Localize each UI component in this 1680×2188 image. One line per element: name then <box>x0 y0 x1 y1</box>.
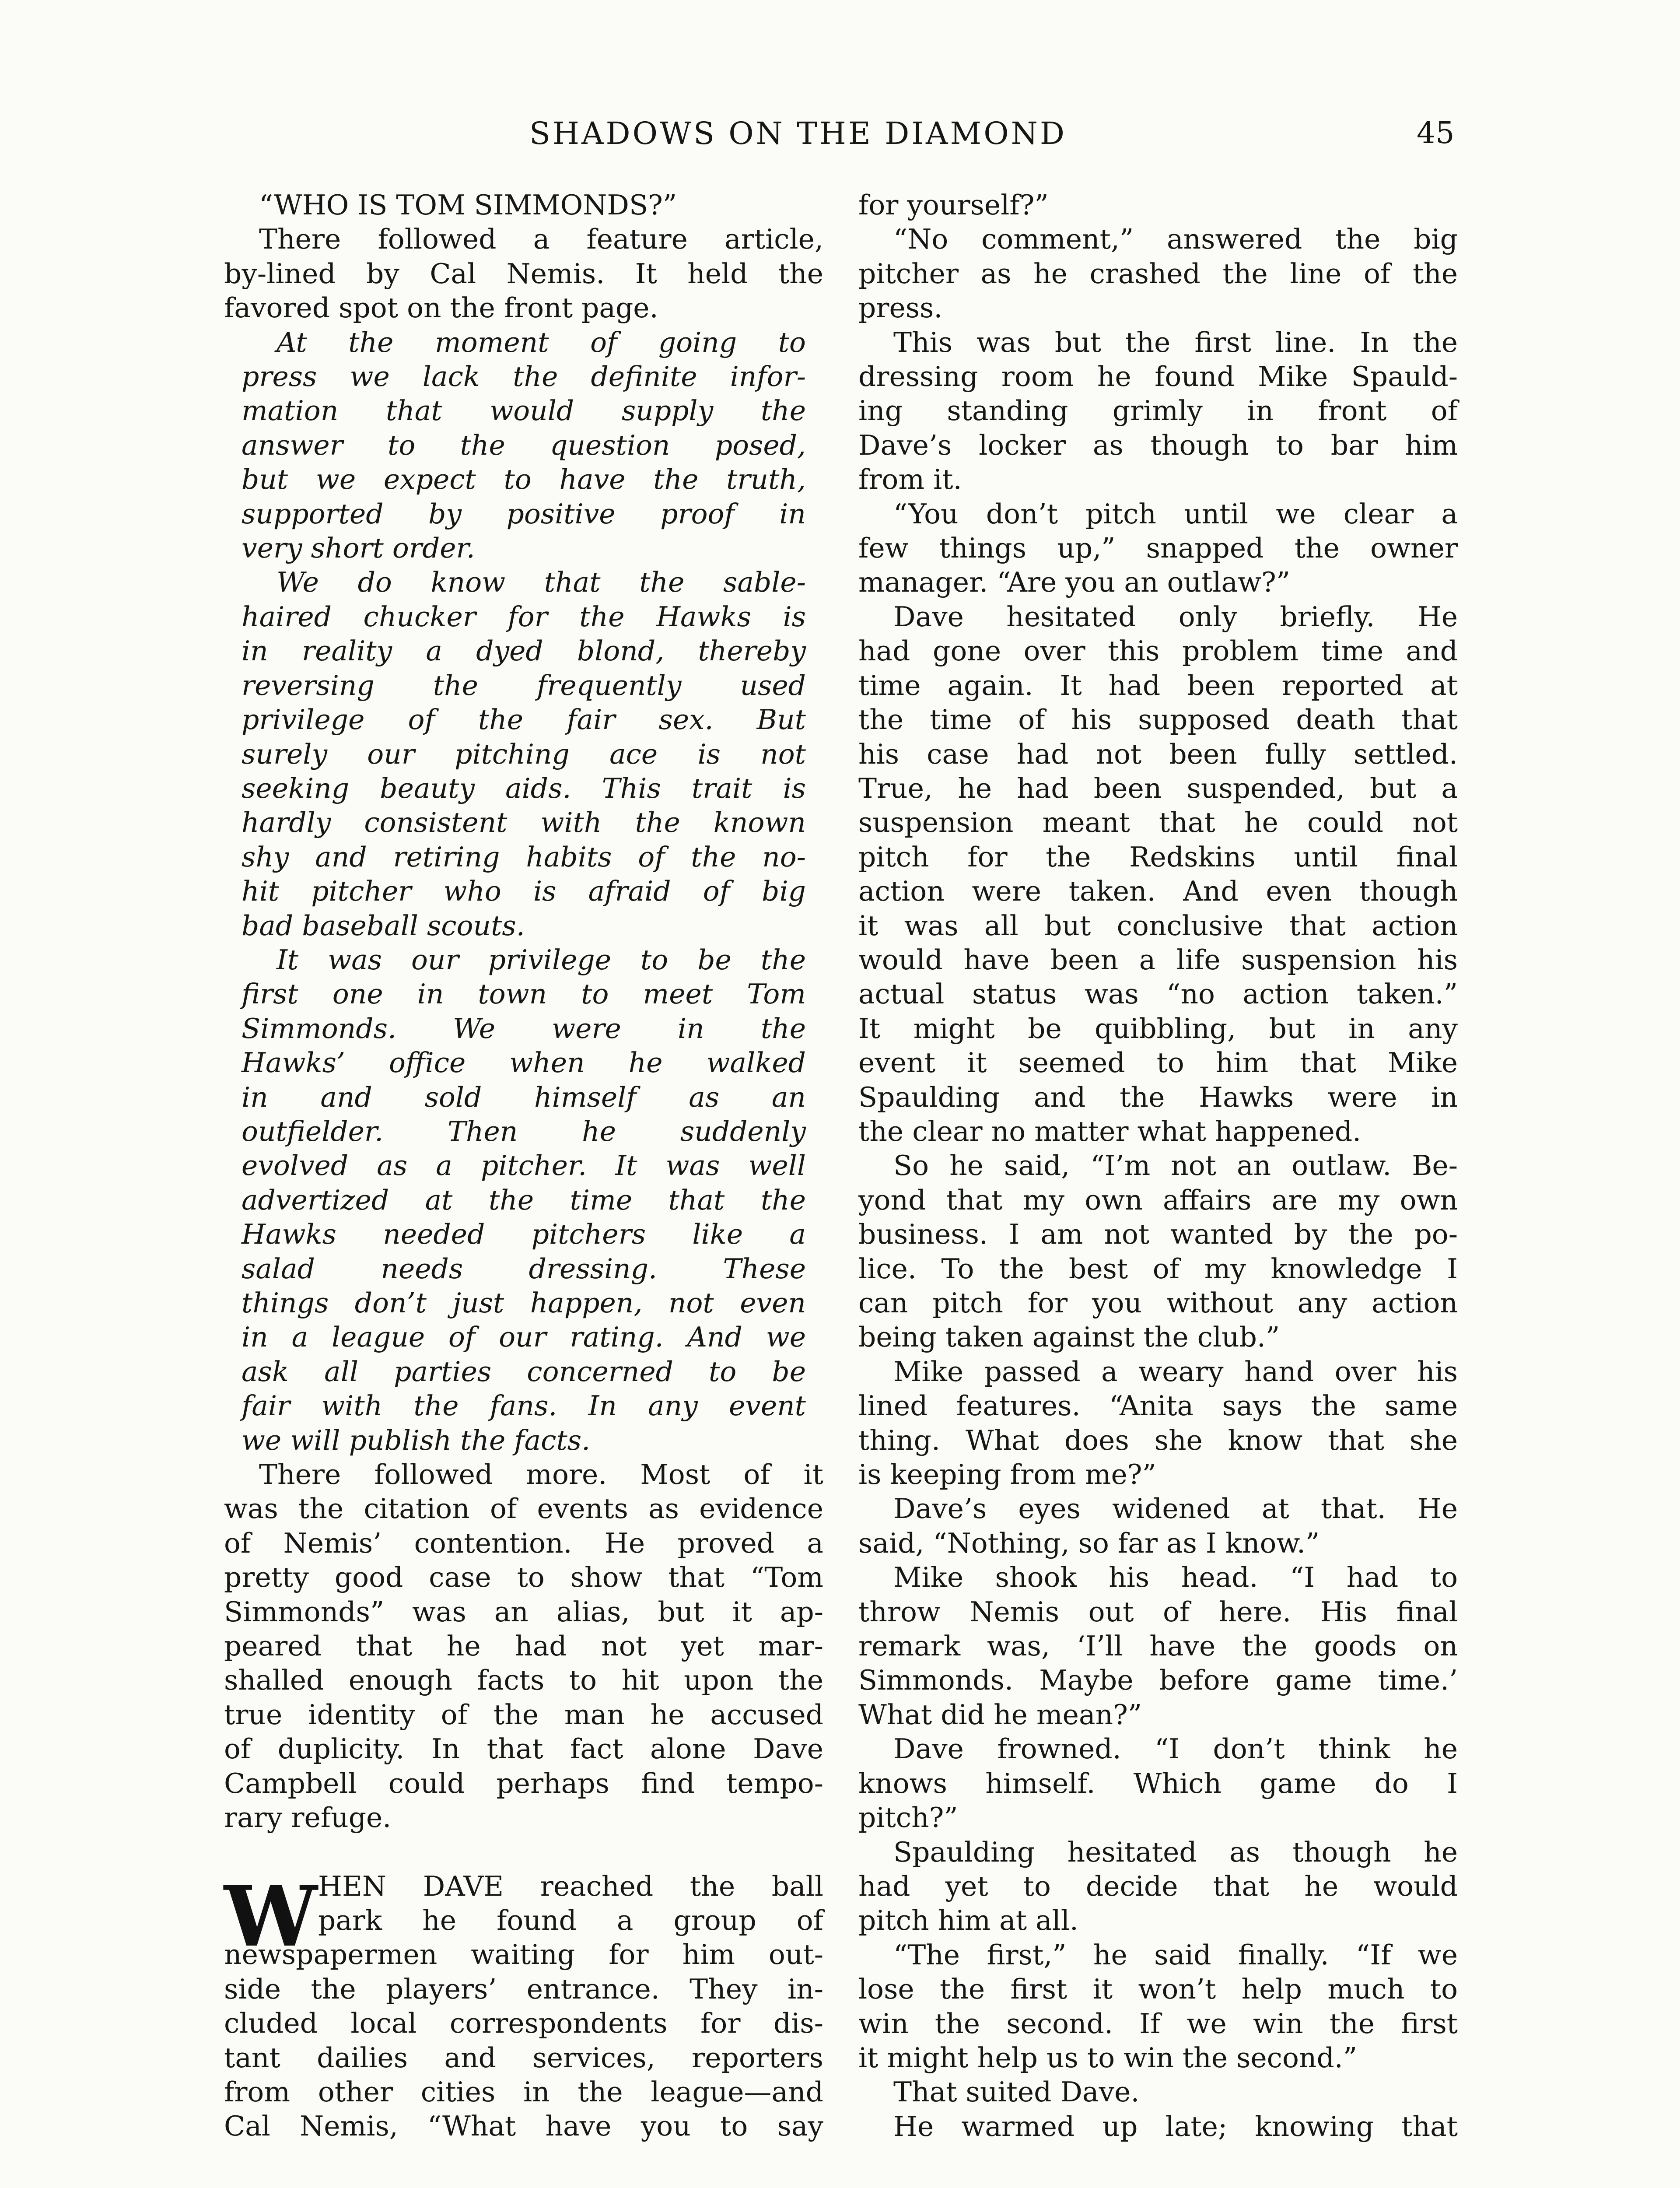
left-column-text <box>224 222 823 2143</box>
right-column-text <box>858 188 1458 2144</box>
text-line: peared that he had not yet mar- <box>224 1630 823 1662</box>
text-line: Hawks’ office when he walked <box>242 1047 806 1079</box>
text-line: HEN DAVE reached the ball <box>318 1870 823 1902</box>
text-line: ing standing grimly in front of <box>858 395 1458 427</box>
text-line: the clear no matter what happened. <box>858 1115 1362 1147</box>
text-line: for yourself?” <box>858 189 1049 221</box>
text-line: That suited Dave. <box>893 2076 1140 2108</box>
text-line: We do know that the sable- <box>276 566 806 599</box>
text-line: things don’t just happen, not even <box>242 1287 806 1319</box>
text-line: pretty good case to show that “Tom <box>224 1561 823 1594</box>
text-line: Mike shook his head. “I had to <box>893 1561 1458 1594</box>
text-line: He warmed up late; knowing that <box>893 2110 1458 2142</box>
article-headline: “WHO IS TOM SIMMONDS?” <box>259 189 677 221</box>
text-line: said, “Nothing, so far as I know.” <box>858 1527 1320 1559</box>
text-line: it was all but conclusive that action <box>858 909 1458 942</box>
text-line: ask all parties concerned to be <box>242 1355 806 1388</box>
text-line: but we expect to have the truth, <box>242 463 806 496</box>
text-line: Simmonds” was an alias, but it ap- <box>224 1595 823 1628</box>
text-line: True, he had been suspended, but a <box>858 772 1458 804</box>
text-line: Dave hesitated only briefly. He <box>893 600 1458 633</box>
text-line: can pitch for you without any action <box>858 1287 1458 1319</box>
text-line: “No comment,” answered the big <box>893 223 1458 256</box>
text-line: pitch him at all. <box>858 1904 1078 1937</box>
text-line: Cal Nemis, “What have you to say <box>224 2110 823 2142</box>
text-line: fair with the fans. In any event <box>242 1390 806 1422</box>
text-line: suspension meant that he could not <box>858 806 1458 839</box>
text-line: his case had not been fully settled. <box>858 738 1458 770</box>
text-line: pitcher as he crashed the line of the <box>858 257 1458 290</box>
text-line: Dave’s eyes widened at that. He <box>893 1493 1458 1525</box>
text-line: Simmonds. We were in the <box>242 1012 806 1045</box>
text-line: Hawks needed pitchers like a <box>242 1218 806 1251</box>
text-line: bad baseball scouts. <box>242 909 525 942</box>
text-line: Spaulding and the Hawks were in <box>858 1081 1458 1113</box>
text-line: privilege of the fair sex. But <box>242 704 806 736</box>
text-line: park he found a group of <box>318 1904 823 1936</box>
text-line: had gone over this problem time and <box>858 635 1458 667</box>
text-line: It was our privilege to be the <box>276 943 806 976</box>
text-line: win the second. If we win the first <box>858 2007 1458 2040</box>
text-line: actual status was “no action taken.” <box>858 978 1458 1010</box>
text-line: reversing the frequently used <box>242 669 806 701</box>
text-line: salad needs dressing. These <box>242 1252 806 1285</box>
text-line: lose the first it won’t help much to <box>858 1973 1458 2006</box>
text-line: There followed a feature article, <box>259 223 823 256</box>
text-line: true identity of the man he accused <box>224 1698 823 1731</box>
text-line: haired chucker for the Hawks is <box>242 600 806 633</box>
text-line <box>224 1835 823 1869</box>
text-line: lice. To the best of my knowledge I <box>858 1252 1458 1285</box>
text-line: it might help us to win the second.” <box>858 2041 1358 2074</box>
text-line: few things up,” snapped the owner <box>858 532 1458 565</box>
page-header <box>0 109 1680 162</box>
text-line: favored spot on the front page. <box>224 292 658 324</box>
text-line: Spaulding hesitated as though he <box>893 1836 1458 1868</box>
text-line: we will publish the facts. <box>242 1424 591 1456</box>
text-line: in and sold himself as an <box>242 1081 806 1113</box>
text-line: newspapermen waiting for him out- <box>224 1939 823 1971</box>
text-line: would have been a life suspension his <box>858 943 1458 976</box>
text-line: It might be quibbling, but in any <box>858 1012 1458 1045</box>
text-line: throw Nemis out of here. His final <box>858 1595 1458 1628</box>
text-line: pitch for the Redskins until final <box>858 841 1458 873</box>
text-line: being taken against the club.” <box>858 1321 1280 1353</box>
text-line: action were taken. And even though <box>858 875 1458 908</box>
text-line: Campbell could perhaps find tempo- <box>224 1767 823 1799</box>
text-line: knows himself. Which game do I <box>858 1767 1458 1799</box>
text-line: “You don’t pitch until we clear a <box>893 498 1458 530</box>
text-line: in reality a dyed blond, thereby <box>242 635 806 667</box>
text-line: Dave’s locker as though to bar him <box>858 429 1458 461</box>
text-line: is keeping from me?” <box>858 1459 1156 1491</box>
text-line: by-lined by Cal Nemis. It held the <box>224 257 823 290</box>
text-line: “The first,” he said finally. “If we <box>893 1939 1458 1971</box>
text-line: from it. <box>858 463 962 496</box>
text-line: thing. What does she know that she <box>858 1424 1458 1456</box>
text-line: business. I am not wanted by the po- <box>858 1218 1458 1251</box>
text-line: evolved as a pitcher. It was well <box>242 1150 806 1182</box>
text-line: lined features. “Anita says the same <box>858 1390 1458 1422</box>
text-line: mation that would supply the <box>242 395 806 427</box>
left-column <box>224 188 823 2144</box>
text-line: cluded local correspondents for dis- <box>224 2007 823 2040</box>
text-line: of Nemis’ contention. He proved a <box>224 1527 823 1559</box>
text-line: from other cities in the league—and <box>224 2076 823 2108</box>
text-line: of duplicity. In that fact alone Dave <box>224 1733 823 1765</box>
text-line: yond that my own affairs are my own <box>858 1184 1458 1216</box>
text-line: Dave frowned. “I don’t think he <box>893 1733 1458 1765</box>
text-line: very short order. <box>242 532 475 565</box>
text-line: seeking beauty aids. This trait is <box>242 772 806 804</box>
text-line: Mike passed a weary hand over his <box>893 1355 1458 1388</box>
text-line: rary refuge. <box>224 1802 392 1834</box>
text-line: There followed more. Most of it <box>259 1459 823 1491</box>
text-line: the time of his supposed death that <box>858 704 1458 736</box>
text-line: was the citation of events as evidence <box>224 1493 823 1525</box>
text-line: pitch?” <box>858 1802 958 1834</box>
text-line: shy and retiring habits of the no- <box>242 841 806 873</box>
text-line: This was but the first line. In the <box>893 326 1458 358</box>
text-line: Simmonds. Maybe before game time.’ <box>858 1664 1458 1697</box>
text-line: dressing room he found Mike Spauld- <box>858 361 1458 393</box>
text-line: first one in town to meet Tom <box>242 978 806 1010</box>
text-line: At the moment of going to <box>276 326 806 358</box>
text-line: supported by positive proof in <box>242 498 806 530</box>
drop-cap: W <box>224 1868 318 1965</box>
text-line: outfielder. Then he suddenly <box>242 1115 806 1147</box>
text-line: manager. “Are you an outlaw?” <box>858 566 1291 599</box>
text-line: hardly consistent with the known <box>242 806 806 839</box>
right-column <box>858 188 1458 2144</box>
text-line: press. <box>858 292 943 324</box>
text-line: event it seemed to him that Mike <box>858 1047 1458 1079</box>
running-title: SHADOWS ON THE DIAMOND <box>529 116 1067 151</box>
text-line: advertized at the time that the <box>242 1184 806 1216</box>
text-line: time again. It had been reported at <box>858 669 1458 701</box>
text-line: So he said, “I’m not an outlaw. Be- <box>893 1150 1458 1182</box>
page-number: 45 <box>1417 116 1455 151</box>
text-line: What did he mean?” <box>858 1698 1142 1731</box>
text-line: tant dailies and services, reporters <box>224 2041 823 2074</box>
text-line: press we lack the definite infor- <box>242 361 806 393</box>
text-line: had yet to decide that he would <box>858 1870 1458 1902</box>
text-line: hit pitcher who is afraid of big <box>242 875 806 908</box>
text-line: answer to the question posed, <box>242 429 806 461</box>
text-line: remark was, ‘I’ll have the goods on <box>858 1630 1458 1662</box>
text-line: side the players’ entrance. They in- <box>224 1973 823 2005</box>
text-line: shalled enough facts to hit upon the <box>224 1664 823 1697</box>
text-line: surely our pitching ace is not <box>242 738 806 770</box>
text-line: in a league of our rating. And we <box>242 1321 806 1353</box>
